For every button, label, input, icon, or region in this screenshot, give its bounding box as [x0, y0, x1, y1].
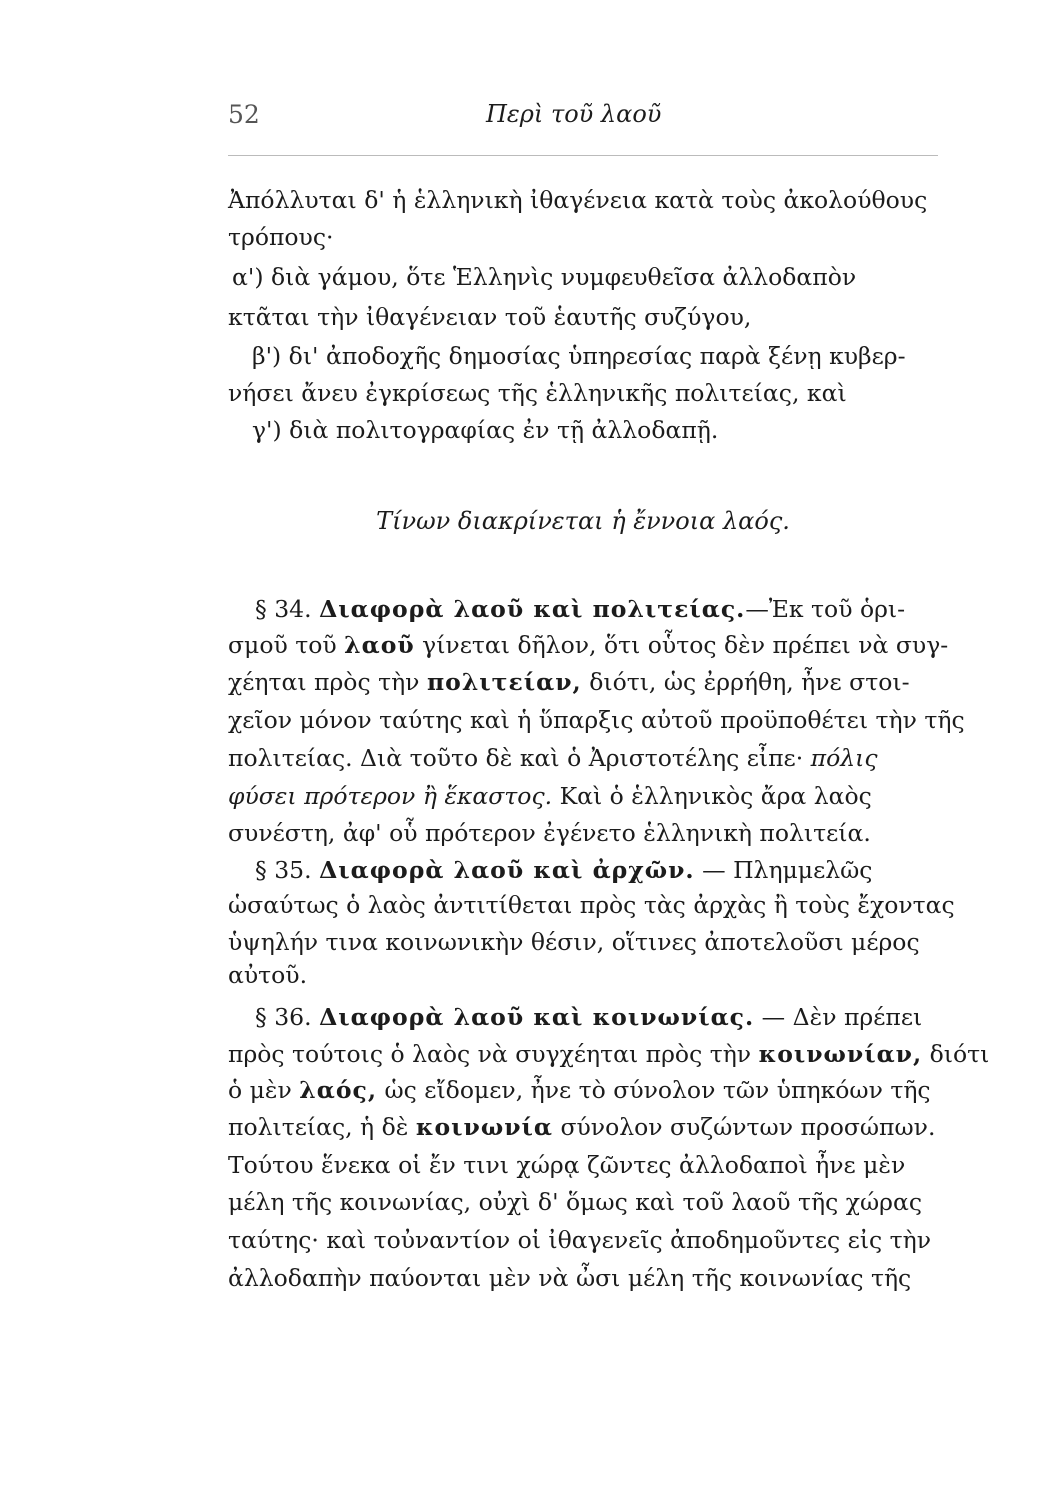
text-line: τρόπους· — [228, 223, 334, 251]
quote: φύσει πρότερον ἢ ἕκαστος. — [228, 782, 553, 810]
page-header — [228, 100, 938, 140]
list-item-a: α') διὰ γάμου, ὅτε Ἑλληνὶς νυμφευθεῖσα ἀλλοδαπὸν — [232, 263, 857, 291]
text-line: ταύτης· καὶ τοὐναντίον οἱ ἰθαγενεῖς ἀποδημοῦντες εἰς τὴν — [228, 1226, 932, 1254]
list-item-b: β') δι' ἀποδοχῆς δημοσίας ὑπηρεσίας παρὰ ξένῃ κυβερ- — [252, 342, 906, 370]
running-title: Περὶ τοῦ λαοῦ — [486, 100, 662, 128]
section-35-first-line: § 35. Διαφορὰ λαοῦ καὶ ἀρχῶν. — Πλημμελῶς — [255, 856, 873, 884]
section-title: Διαφορὰ λαοῦ καὶ κοινωνίας. — [319, 1003, 755, 1031]
quote: πόλις — [810, 744, 878, 772]
text-line: πρὸς τούτοις ὁ λαὸς νὰ συγχέηται πρὸς τὴν κοινωνίαν, διότι — [228, 1040, 990, 1068]
section-title: Διαφορὰ λαοῦ καὶ πολιτείας. — [319, 595, 746, 623]
text-line: νήσει ἄνευ ἐγκρίσεως τῆς ἑλληνικῆς πολιτείας, καὶ — [228, 379, 847, 407]
text-line: φύσει πρότερον ἢ ἕκαστος. Καὶ ὁ ἑλληνικὸς ἄρα λαὸς — [228, 782, 872, 810]
bold-term: λαοῦ — [344, 631, 415, 659]
text-line: πολιτείας. Διὰ τοῦτο δὲ καὶ ὁ Ἀριστοτέλης εἶπε· πόλις — [228, 744, 878, 772]
text-line: μέλη τῆς κοινωνίας, οὐχὶ δ' ὅμως καὶ τοῦ λαοῦ τῆς χώρας — [228, 1188, 922, 1216]
text-line: Τούτου ἕνεκα οἱ ἔν τινι χώρᾳ ζῶντες ἀλλοδαποὶ ἦνε μὲν — [228, 1151, 906, 1179]
section-34-first-line: § 34. Διαφορὰ λαοῦ καὶ πολιτείας.—Ἐκ τοῦ ὁρι- — [255, 595, 906, 623]
bold-term: κοινωνία — [415, 1113, 553, 1141]
bold-term: κοινωνίαν, — [758, 1040, 923, 1068]
text-line: κτᾶται τὴν ἰθαγένειαν τοῦ ἑαυτῆς συζύγου, — [228, 303, 752, 331]
page-number: 52 — [228, 100, 260, 129]
text-line: αὐτοῦ. — [228, 961, 308, 989]
section-title: Διαφορὰ λαοῦ καὶ ἀρχῶν. — [319, 856, 695, 884]
text-line: ἀλλοδαπὴν παύονται μὲν νὰ ὦσι μέλη τῆς κοινωνίας τῆς — [228, 1264, 912, 1292]
text-line: συνέστη, ἀφ' οὗ πρότερον ἐγένετο ἑλληνικὴ πολιτεία. — [228, 819, 871, 847]
section-number: § 36. — [255, 1003, 312, 1031]
text-line: ὑψηλήν τινα κοινωνικὴν θέσιν, οἵτινες ἀποτελοῦσι μέρος — [228, 928, 920, 956]
bold-term: πολιτείαν, — [426, 668, 582, 696]
section-36-first-line: § 36. Διαφορὰ λαοῦ καὶ κοινωνίας. — Δὲν πρέπει — [255, 1003, 923, 1031]
bold-term: λαός, — [299, 1076, 378, 1104]
section-number: § 34. — [255, 595, 312, 623]
text-line: ὡσαύτως ὁ λαὸς ἀντιτίθεται πρὸς τὰς ἀρχὰς ἢ τοὺς ἔχοντας — [228, 891, 955, 919]
section-subheading: Τίνων διακρίνεται ἡ ἔννοια λαός. — [376, 507, 790, 535]
list-item-c: γ') διὰ πολιτογραφίας ἐν τῇ ἀλλοδαπῇ. — [252, 416, 719, 444]
section-number: § 35. — [255, 856, 312, 884]
text-line: χέηται πρὸς τὴν πολιτείαν, διότι, ὡς ἐρρήθη, ἦνε στοι- — [228, 668, 910, 696]
text-line: Ἀπόλλυται δ' ἡ ἑλληνικὴ ἰθαγένεια κατὰ τοὺς ἀκολούθους — [228, 186, 928, 214]
text-line: σμοῦ τοῦ λαοῦ γίνεται δῆλον, ὅτι οὗτος δὲν πρέπει νὰ συγ- — [228, 631, 949, 659]
text-line: πολιτείας, ἡ δὲ κοινωνία σύνολον συζώντων προσώπων. — [228, 1113, 936, 1141]
text-line: ὁ μὲν λαός, ὡς εἴδομεν, ἦνε τὸ σύνολον τῶν ὑπηκόων τῆς — [228, 1076, 931, 1104]
text-line: χεῖον μόνον ταύτης καὶ ἡ ὕπαρξις αὐτοῦ προϋποθέτει τὴν τῆς — [228, 706, 965, 734]
header-rule — [228, 155, 938, 156]
